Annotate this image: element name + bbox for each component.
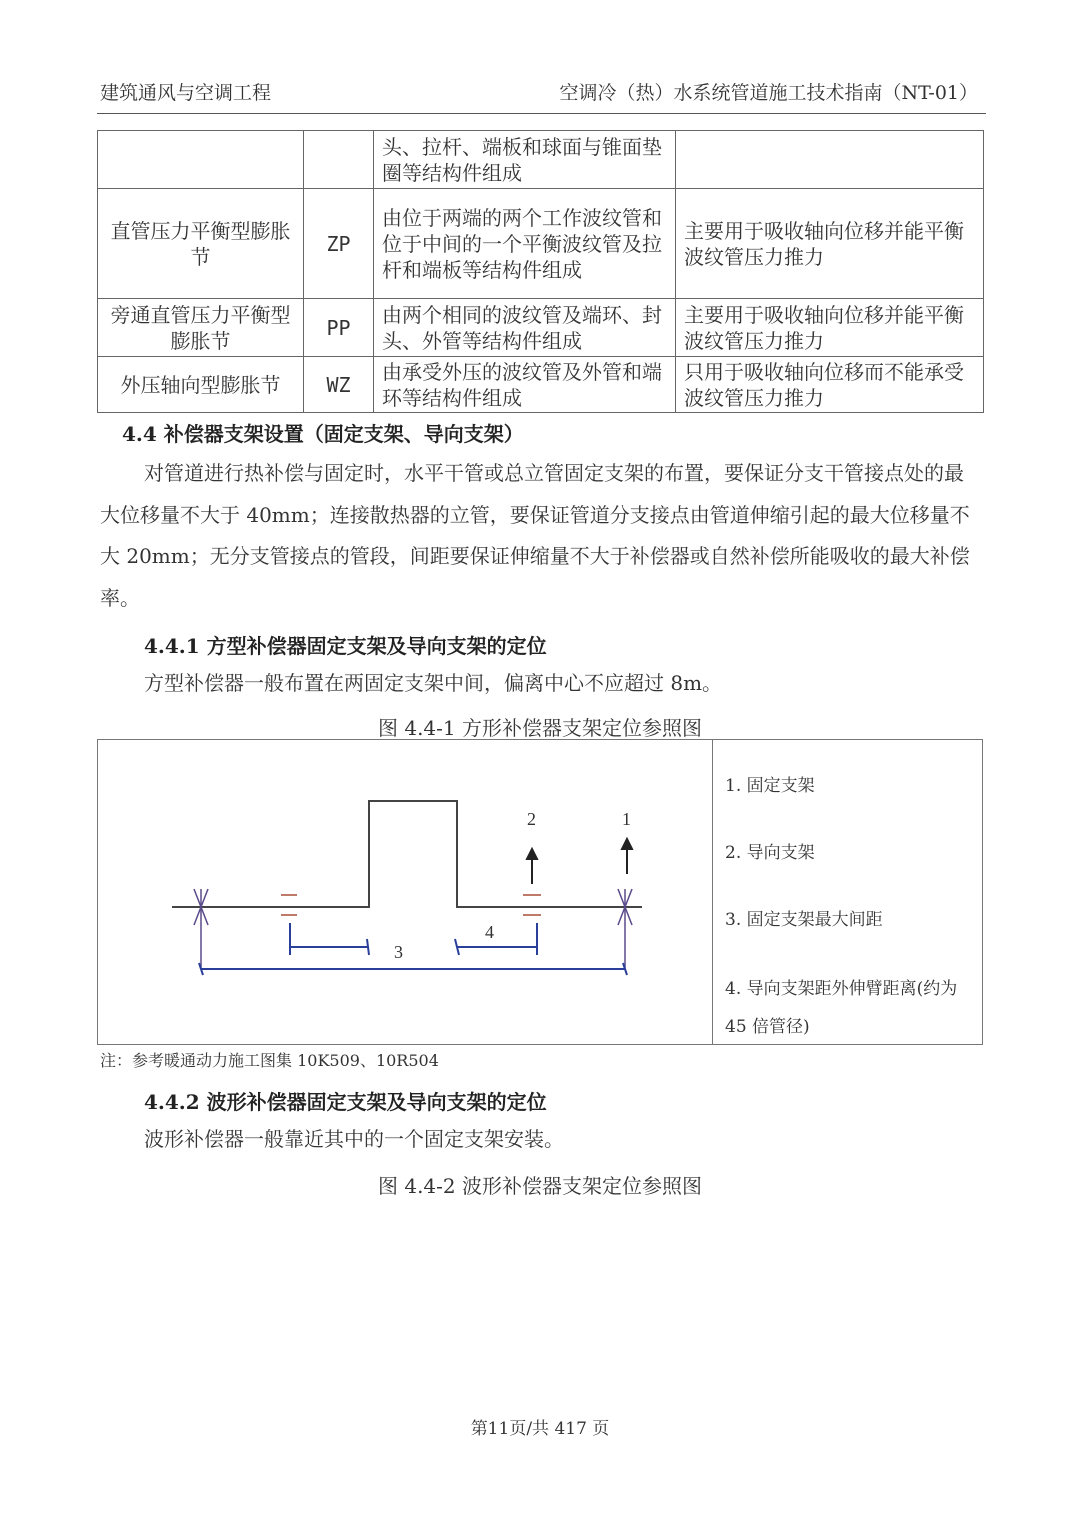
section-4-4-1-title: 4.4.1 方型补偿器固定支架及导向支架的定位 <box>144 634 547 658</box>
table-cell-name: 旁通直管压力平衡型膨胀节 <box>98 299 304 357</box>
diagram-label-1: 1 <box>622 809 631 829</box>
pipe-loop <box>172 801 642 907</box>
fixed-support-icon <box>194 889 208 969</box>
table-cell-usage: 只用于吸收轴向位移而不能承受波纹管压力推力 <box>676 357 984 413</box>
guide-support-icon <box>523 895 541 915</box>
compensator-table <box>97 130 984 413</box>
section-4-4-1-body: 方型补偿器一般布置在两固定支架中间，偏离中心不应超过 8m。 <box>144 671 723 695</box>
table-cell-name: 直管压力平衡型膨胀节 <box>98 189 304 299</box>
table-cell-code: ZP <box>304 189 374 299</box>
section-4-4-body: 对管道进行热补偿与固定时，水平干管或总立管固定支架的布置，要保证分支干管接点处的最大位移量不大于 40mm；连接散热器的立管，要保证管道分支接点由管道伸缩引起的最大位移量不大 20mm；无分支管接点的管段，间距要保证伸缩量不大于补偿器或自然补偿所能吸收的最大补偿率。 <box>100 461 970 610</box>
table-cell <box>676 131 984 189</box>
page-number: 第11页/共 417 页 <box>470 1419 610 1439</box>
section-4-4-2-title: 4.4.2 波形补偿器固定支架及导向支架的定位 <box>144 1090 547 1114</box>
table-row <box>98 189 984 299</box>
header-rule <box>97 113 986 114</box>
legend-item: 3. 固定支架最大间距 <box>725 910 883 930</box>
table-cell-usage: 主要用于吸收轴向位移并能平衡波纹管压力推力 <box>676 189 984 299</box>
header-right: 空调冷（热）水系统管道施工技术指南（NT-01） <box>559 82 978 104</box>
fixed-arrow-icon <box>622 839 632 874</box>
fixed-support-icon <box>618 889 632 969</box>
table-cell-structure: 由位于两端的两个工作波纹管和位于中间的一个平衡波纹管及拉杆和端板等结构件组成 <box>374 189 676 299</box>
figure-caption-4-4-2: 图 4.4-2 波形补偿器支架定位参照图 <box>377 1174 702 1198</box>
diagram-label-2: 2 <box>527 809 536 829</box>
legend-item: 4. 导向支架距外伸臂距离(约为 45 倍管径) <box>725 979 958 1037</box>
diagram-label-4: 4 <box>485 922 494 942</box>
guide-support-icon <box>281 895 297 915</box>
square-compensator-diagram <box>97 739 712 1043</box>
table-cell-code: PP <box>304 299 374 357</box>
table-cell <box>98 131 304 189</box>
table-cell-code: WZ <box>304 357 374 413</box>
table-row <box>98 131 984 189</box>
diagram-label-3: 3 <box>394 942 403 962</box>
dimension-line <box>199 923 627 975</box>
section-4-4-title: 4.4 补偿器支架设置（固定支架、导向支架） <box>122 422 524 446</box>
legend-item: 1. 固定支架 <box>725 776 815 796</box>
figure-note: 注：参考暖通动力施工图集 10K509、10R504 <box>100 1051 439 1070</box>
table-cell-structure: 由承受外压的波纹管及外管和端环等结构件组成 <box>374 357 676 413</box>
legend-item: 2. 导向支架 <box>725 843 815 863</box>
table-row <box>98 357 984 413</box>
guide-arrow-icon <box>527 849 537 884</box>
table-cell-structure: 由两个相同的波纹管及端环、封头、外管等结构件组成 <box>374 299 676 357</box>
header-left: 建筑通风与空调工程 <box>100 82 272 104</box>
table-cell-structure: 头、拉杆、端板和球面与锥面垫圈等结构件组成 <box>374 131 676 189</box>
figure-caption-4-4-1: 图 4.4-1 方形补偿器支架定位参照图 <box>377 716 702 740</box>
table-cell-usage: 主要用于吸收轴向位移并能平衡波纹管压力推力 <box>676 299 984 357</box>
table-row <box>98 299 984 357</box>
section-4-4-2-body: 波形补偿器一般靠近其中的一个固定支架安装。 <box>144 1127 564 1151</box>
table-cell-name: 外压轴向型膨胀节 <box>98 357 304 413</box>
figure-divider <box>712 739 713 1044</box>
table-cell <box>304 131 374 189</box>
